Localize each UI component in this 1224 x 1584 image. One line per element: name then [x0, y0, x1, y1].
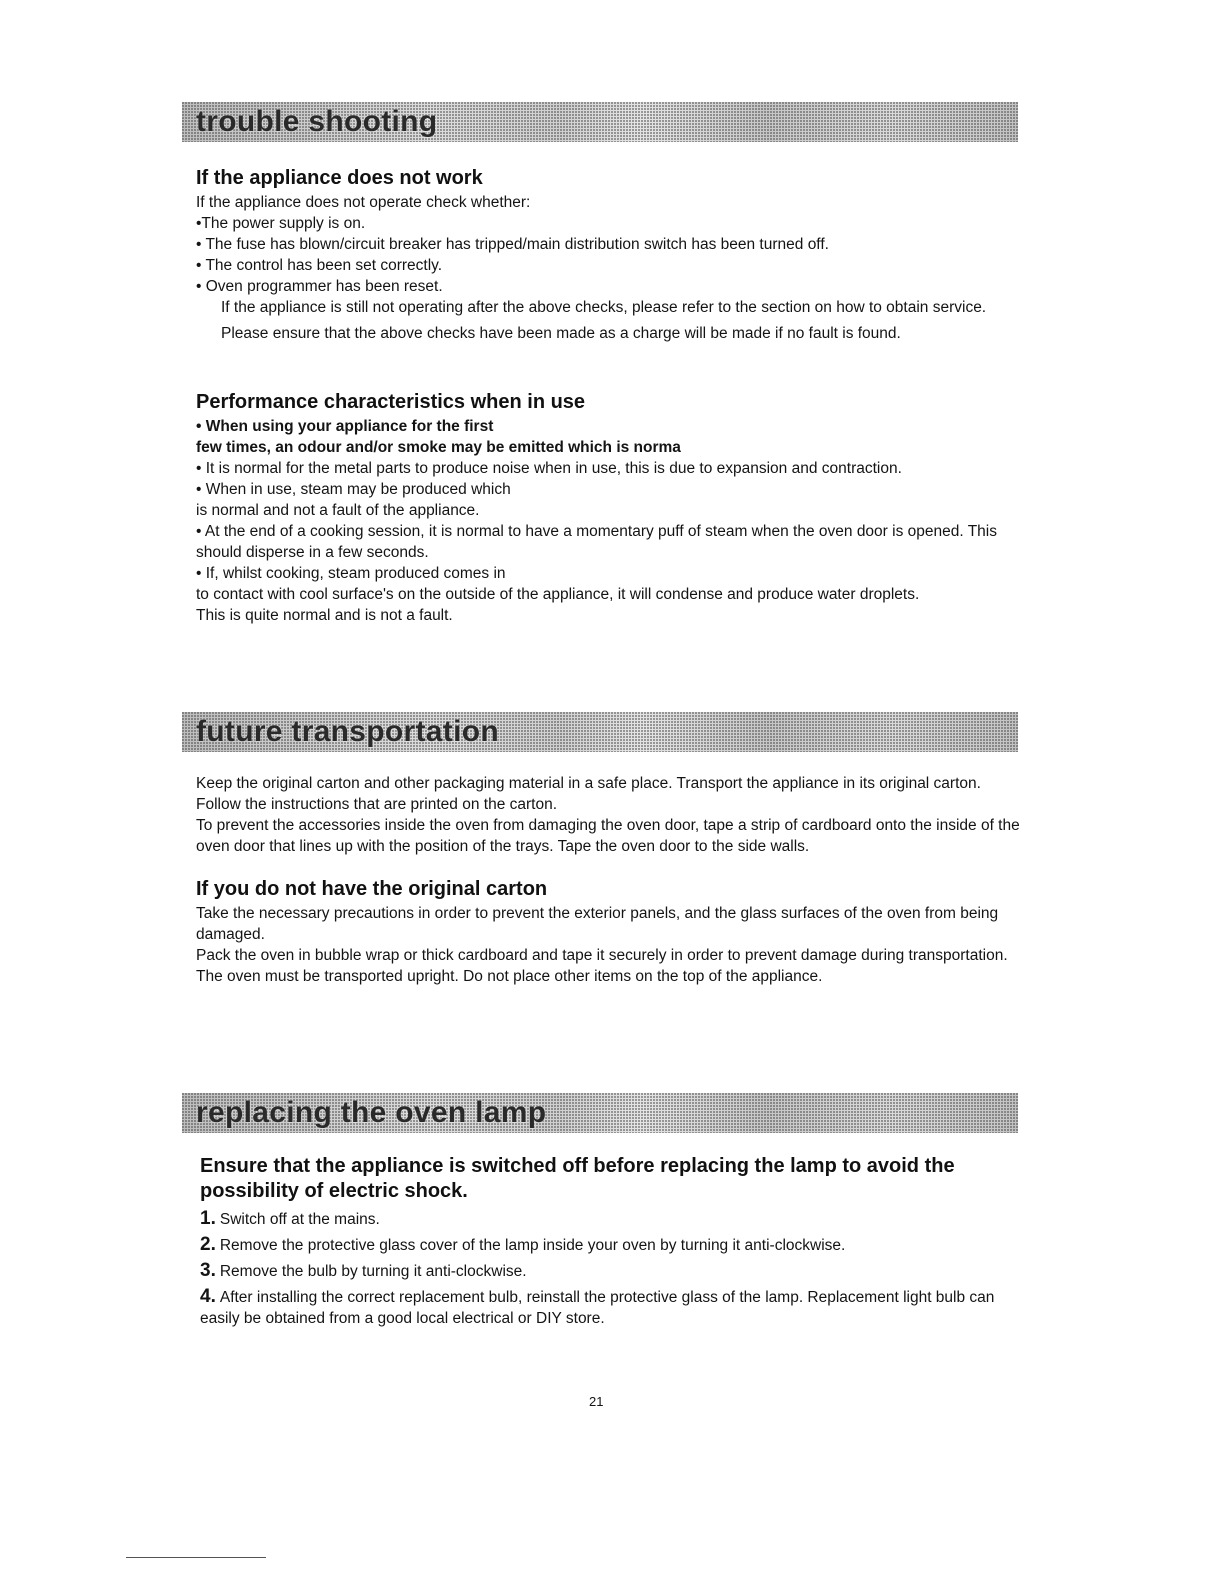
- paragraph-line: to contact with cool surface's on the outside of the appliance, it will condense and produce water droplets.: [196, 586, 920, 603]
- check-item: • The control has been set correctly.: [196, 257, 443, 274]
- section-title: future transportation: [196, 715, 499, 748]
- paragraph-line: • When in use, steam may be produced which: [196, 481, 511, 498]
- paragraph: Pack the oven in bubble wrap or thick cardboard and tape it securely in order to prevent damage during transportation.: [196, 947, 1008, 964]
- step-text: Remove the bulb by turning it anti-clockwise.: [219, 1263, 527, 1280]
- step-text: After installing the correct replacement bulb, reinstall the protective glass of the lamp. Replacement light bulb can easily be obtained from a good local electrical or DIY store.: [200, 1289, 995, 1327]
- subheading: If the appliance does not work: [196, 167, 483, 189]
- step-number: 2.: [200, 1234, 216, 1255]
- paragraph: Please ensure that the above checks have been made as a charge will be made if no fault is found.: [221, 325, 901, 342]
- step-number: 3.: [200, 1260, 216, 1281]
- paragraph-line: • At the end of a cooking session, it is normal to have a momentary puff of steam when the oven door is opened. This should disperse in a few seconds.: [196, 523, 997, 561]
- subheading: Performance characteristics when in use: [196, 391, 586, 413]
- check-item: • Oven programmer has been reset.: [196, 278, 443, 295]
- paragraph-line: • It is normal for the metal parts to produce noise when in use, this is due to expansion and contraction.: [196, 460, 902, 477]
- paragraph: Take the necessary precautions in order to prevent the exterior panels, and the glass surfaces of the oven from being damaged.: [196, 905, 999, 943]
- page-number: 21: [589, 1394, 604, 1409]
- lamp-section: [200, 1154, 1000, 1333]
- step-item: [200, 1260, 1000, 1282]
- replacing-lamp-banner: [182, 1093, 1018, 1133]
- step-item: [200, 1286, 1000, 1329]
- subheading: If you do not have the original carton: [196, 878, 548, 900]
- section-title: replacing the oven lamp: [196, 1096, 547, 1129]
- trouble-shooting-section: [196, 166, 1026, 344]
- check-item: •The power supply is on.: [196, 215, 366, 232]
- safety-warning: Ensure that the appliance is switched off before replacing the lamp to avoid the possibility of electric shock.: [200, 1155, 955, 1202]
- paragraph: If the appliance is still not operating after the above checks, please refer to the section on how to obtain service.: [221, 299, 987, 316]
- paragraph-line: • If, whilst cooking, steam produced comes in: [196, 565, 506, 582]
- step-number: 4.: [200, 1286, 216, 1307]
- section-title: trouble shooting: [196, 105, 438, 138]
- future-transportation-banner: [182, 712, 1018, 752]
- paragraph: If the appliance does not operate check whether:: [196, 194, 531, 211]
- bold-line: few times, an odour and/or smoke may be emitted which is norma: [196, 439, 681, 456]
- paragraph: Keep the original carton and other packaging material in a safe place. Transport the appliance in its original carton. Follow the instructions that are printed on the carton.: [196, 775, 981, 813]
- paragraph: The oven must be transported upright. Do not place other items on the top of the appliance.: [196, 968, 823, 985]
- performance-section: [196, 390, 1026, 626]
- step-text: Switch off at the mains.: [219, 1211, 380, 1228]
- step-item: [200, 1208, 1000, 1230]
- step-item: [200, 1234, 1000, 1256]
- paragraph-line: This is quite normal and is not a fault.: [196, 607, 453, 624]
- step-number: 1.: [200, 1208, 216, 1229]
- paragraph: To prevent the accessories inside the oven from damaging the oven door, tape a strip of cardboard onto the inside of the oven door that lines up with the position of the trays. Tape the oven door to the side walls.: [196, 817, 1020, 855]
- bold-line: • When using your appliance for the first: [196, 418, 494, 435]
- paragraph-line: is normal and not a fault of the appliance.: [196, 502, 480, 519]
- footer-rule: [126, 1557, 266, 1558]
- trouble-shooting-banner: [182, 102, 1018, 142]
- check-item: • The fuse has blown/circuit breaker has tripped/main distribution switch has been turned off.: [196, 236, 829, 253]
- transportation-section: [196, 773, 1026, 987]
- step-text: Remove the protective glass cover of the lamp inside your oven by turning it anti-clockwise.: [219, 1237, 846, 1254]
